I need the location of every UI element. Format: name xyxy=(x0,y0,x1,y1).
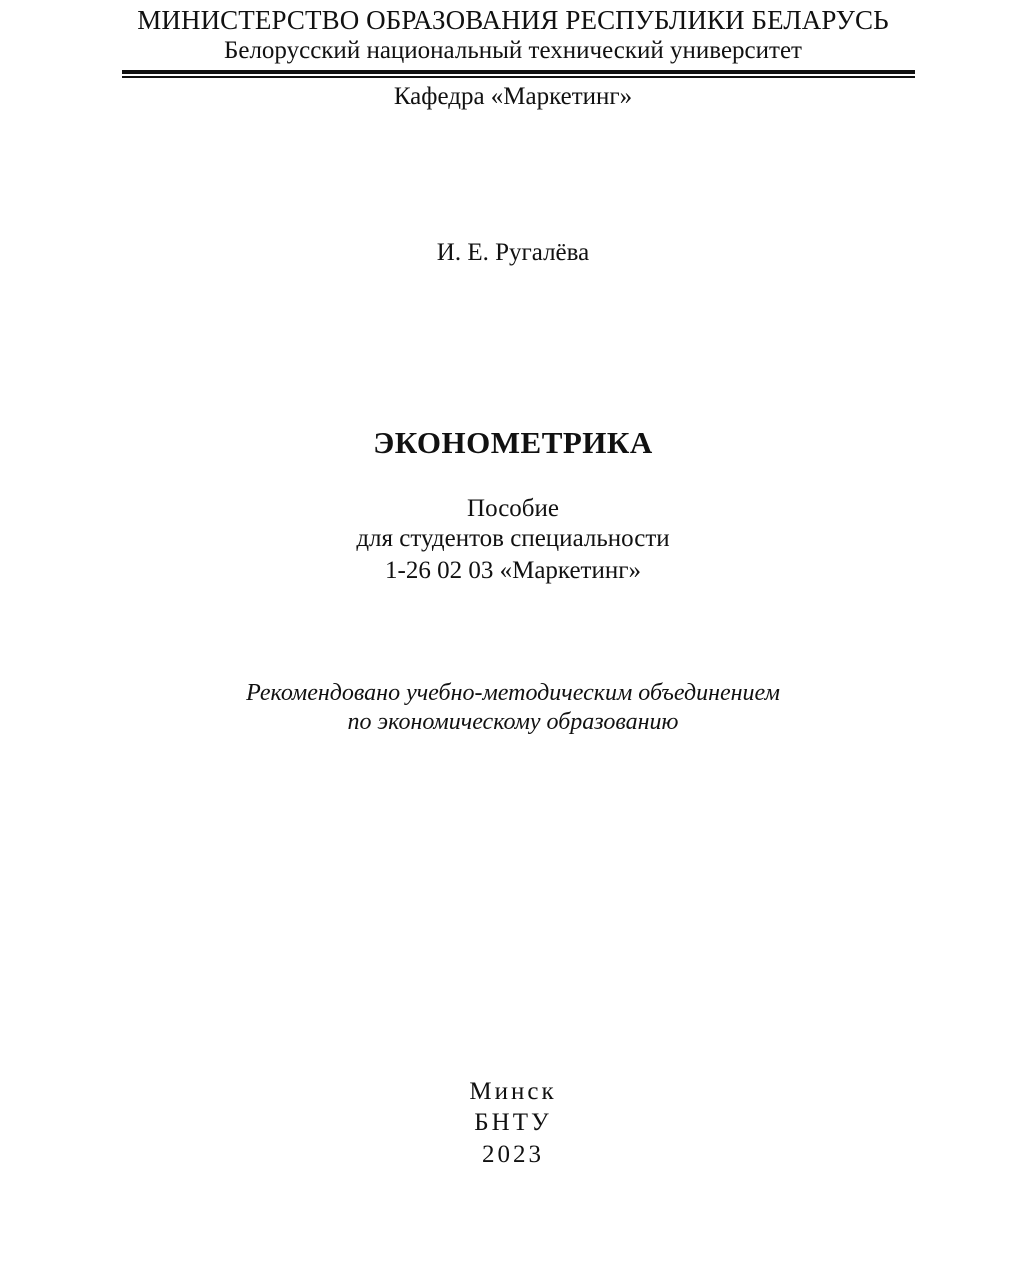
department-name: Кафедра «Маркетинг» xyxy=(393,83,633,110)
header-rule-thin xyxy=(122,76,915,78)
ministry-name: МИНИСТЕРСТВО ОБРАЗОВАНИЯ РЕСПУБЛИКИ БЕЛАРУСЬ xyxy=(137,5,889,35)
author-name: И. Е. Ругалёва xyxy=(436,239,590,266)
book-title: ЭКОНОМЕТРИКА xyxy=(373,425,653,460)
university-name: Белорусский национальный технический университет xyxy=(224,37,802,64)
header-rule-thick xyxy=(122,70,915,74)
recommendation-line-1: Рекомендовано учебно-методическим объединением xyxy=(246,680,780,706)
recommendation-line-2: по экономическому образованию xyxy=(347,709,679,735)
imprint-year: 2023 xyxy=(482,1141,544,1168)
imprint-publisher: БНТУ xyxy=(474,1109,552,1136)
subtitle-line-3: 1-26 02 03 «Маркетинг» xyxy=(385,557,641,584)
subtitle-line-2: для студентов специальности xyxy=(356,525,670,552)
imprint-city: Минск xyxy=(469,1078,557,1105)
subtitle-line-1: Пособие xyxy=(467,495,559,522)
